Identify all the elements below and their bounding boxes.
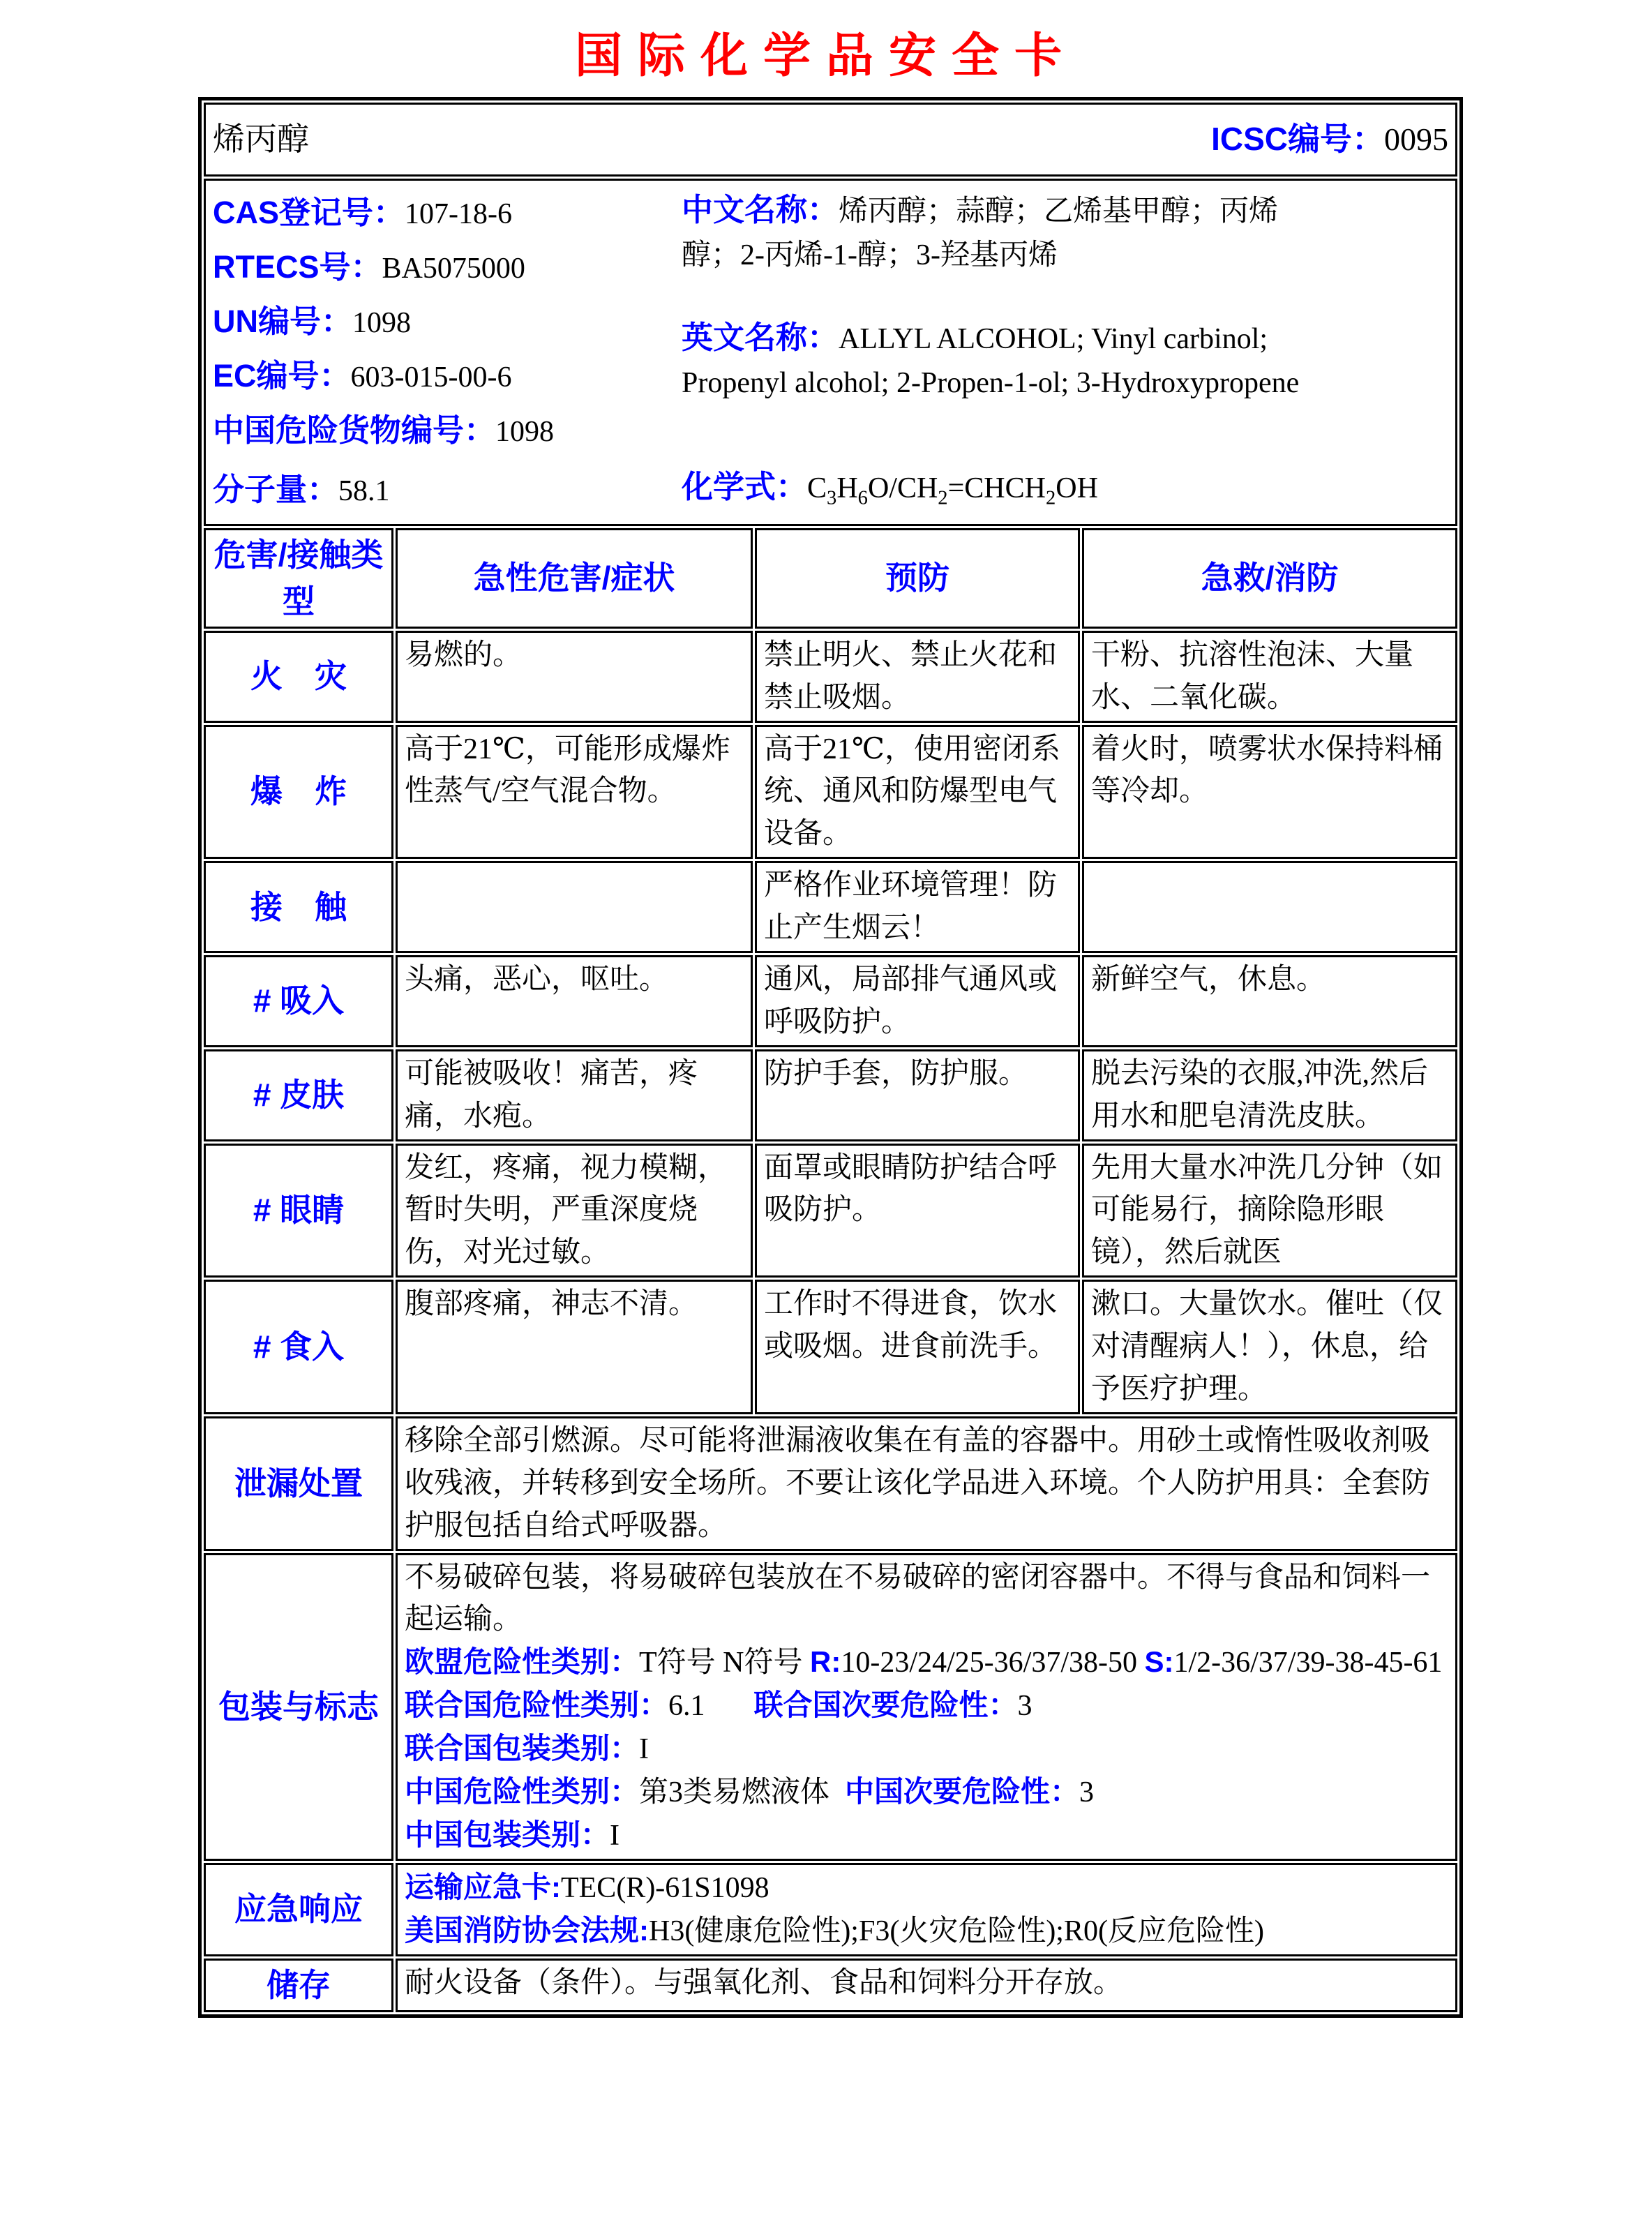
symptoms-cell: 可能被吸收！痛苦，疼痛，水疱。 <box>396 1049 753 1141</box>
symptoms-cell: 头痛，恶心，呕吐。 <box>396 955 753 1047</box>
packaging-line-eu: 欧盟危险性类别：T符号 N符号 R:10-23/24/25-36/37/38-50 S:1/2-36/37/39-38-45-61 <box>405 1645 1443 1679</box>
chinese-names <box>682 186 1334 278</box>
en-name-label: 英文名称： <box>682 320 839 355</box>
packaging-line-un-packing: 联合国包装类别：I <box>405 1732 649 1766</box>
hazard-row-inhalation <box>204 955 1457 1047</box>
icsc-number-group <box>1211 116 1448 163</box>
firstaid-cell: 脱去污染的衣服,冲洗,然后用水和肥皂清洗皮肤。 <box>1082 1049 1457 1141</box>
molecular-weight: 分子量：58.1 <box>213 472 390 508</box>
emergency-row <box>204 1863 1457 1956</box>
symptoms-header: 急性危害/症状 <box>396 528 753 629</box>
packaging-line-general: 不易破碎包装，将易破碎包装放在不易破碎的密闭容器中。不得与食品和饲料一起运输。 <box>405 1561 1431 1636</box>
icsc-label: ICSC编号： <box>1211 121 1385 158</box>
registry-numbers <box>213 186 554 458</box>
english-names <box>682 314 1334 405</box>
packaging-line-un-class: 联合国危险性类别：6.1 联合国次要危险性：3 <box>405 1688 1032 1723</box>
prevention-cell: 严格作业环境管理！防止产生烟云！ <box>755 861 1080 953</box>
substance-name: 烯丙醇 <box>213 121 309 157</box>
emergency-content <box>396 1863 1457 1956</box>
symptoms-cell: 腹部疼痛，神志不清。 <box>396 1280 753 1414</box>
spillage-label: 泄漏处置 <box>204 1416 393 1551</box>
card-header-row <box>204 103 1457 177</box>
firstaid-header: 急救/消防 <box>1082 528 1457 629</box>
hazard-row-fire <box>204 631 1457 723</box>
page-title: 国际化学品安全卡 <box>574 29 1077 82</box>
hazard-row-skin <box>204 1049 1457 1141</box>
packaging-content <box>396 1553 1457 1861</box>
hazard-label-eyes: # 眼睛 <box>204 1144 393 1278</box>
hazard-row-exposure <box>204 861 1457 953</box>
storage-label: 储存 <box>204 1959 393 2012</box>
prevention-cell: 防护手套，防护服。 <box>755 1049 1080 1141</box>
card-header-cell <box>204 103 1457 177</box>
hazard-label-exposure: 接 触 <box>204 861 393 953</box>
en-name-value: ALLYL ALCOHOL; Vinyl carbinol; Propenyl alcohol; 2-Propen-1-ol; 3-Hydroxypropene <box>682 323 1300 399</box>
storage-row <box>204 1959 1457 2012</box>
hazard-label-inhalation: # 吸入 <box>204 955 393 1047</box>
packaging-line-cn-packing: 中国包装类别：I <box>405 1818 620 1852</box>
cn-name-value: 烯丙醇；蒜醇；乙烯基甲醇；丙烯醇；2-丙烯-1-醇；3-羟基丙烯 <box>682 195 1279 271</box>
cn-name-label: 中文名称： <box>682 192 839 227</box>
nfpa-code: 美国消防协会法规:H3(健康危险性);F3(火灾危险性);R0(反应危险性) <box>405 1913 1264 1947</box>
symptoms-cell: 高于21℃，可能形成爆炸性蒸气/空气混合物。 <box>396 725 753 860</box>
hazard-label-skin: # 皮肤 <box>204 1049 393 1141</box>
firstaid-cell: 着火时，喷雾状水保持料桶等冷却。 <box>1082 725 1457 860</box>
spillage-row <box>204 1416 1457 1551</box>
symptoms-cell <box>396 861 753 953</box>
hazard-type-header: 危害/接触类型 <box>204 528 393 629</box>
firstaid-cell: 漱口。大量饮水。催吐（仅对清醒病人！），休息，给予医疗护理。 <box>1082 1280 1457 1414</box>
hazard-header-row <box>204 528 1457 629</box>
packaging-line-cn-class: 中国危险性类别：第3类易燃液体 中国次要危险性：3 <box>405 1775 1095 1809</box>
names-block <box>682 186 1334 405</box>
hazard-label-explosion: 爆 炸 <box>204 725 393 860</box>
hazard-row-explosion <box>204 725 1457 860</box>
spillage-text: 移除全部引燃源。尽可能将泄漏液收集在有盖的容器中。用砂土或惰性吸收剂吸收残液，并转移到安全场所。不要让该化学品进入环境。个人防护用具：全套防护服包括自给式呼吸器。 <box>396 1416 1457 1551</box>
transport-emergency-card: 运输应急卡:TEC(R)-61S1098 <box>405 1870 769 1904</box>
hazard-row-ingestion <box>204 1280 1457 1414</box>
registry-item-un: UN编号：1098 <box>213 304 411 339</box>
packaging-row <box>204 1553 1457 1861</box>
chemical-formula: 化学式：$C_3H_6O/CH_2=CHCH_2OH$ <box>682 469 1098 509</box>
prevention-cell: 通风，局部排气通风或呼吸防护。 <box>755 955 1080 1047</box>
registry-item-ec: EC编号：603-015-00-6 <box>213 358 512 394</box>
registry-item-cas: CAS登记号：107-18-6 <box>213 195 512 230</box>
firstaid-cell: 先用大量水冲洗几分钟（如可能易行，摘除隐形眼镜），然后就医 <box>1082 1144 1457 1278</box>
prevention-cell: 禁止明火、禁止火花和禁止吸烟。 <box>755 631 1080 723</box>
hazard-row-eyes <box>204 1144 1457 1278</box>
prevention-cell: 高于21℃，使用密闭系统、通风和防爆型电气设备。 <box>755 725 1080 860</box>
firstaid-cell: 新鲜空气，休息。 <box>1082 955 1457 1047</box>
firstaid-cell: 干粉、抗溶性泡沫、大量水、二氧化碳。 <box>1082 631 1457 723</box>
registry-item-china-dg: 中国危险货物编号：1098 <box>213 412 555 448</box>
hazard-label-ingestion: # 食入 <box>204 1280 393 1414</box>
prevention-cell: 工作时不得进食，饮水或吸烟。进食前洗手。 <box>755 1280 1080 1414</box>
prevention-header: 预防 <box>755 528 1080 629</box>
identification-row <box>204 179 1457 526</box>
symptoms-cell: 发红，疼痛，视力模糊，暂时失明，严重深度烧伤，对光过敏。 <box>396 1144 753 1278</box>
hazard-label-fire: 火 灾 <box>204 631 393 723</box>
symptoms-cell: 易燃的。 <box>396 631 753 723</box>
packaging-label: 包装与标志 <box>204 1553 393 1861</box>
prevention-cell: 面罩或眼睛防护结合呼吸防护。 <box>755 1144 1080 1278</box>
identification-cell <box>204 179 1457 526</box>
icsc-number: 0095 <box>1384 121 1449 158</box>
registry-item-rtecs: RTECS号：BA5075000 <box>213 249 525 285</box>
emergency-label: 应急响应 <box>204 1863 393 1956</box>
safety-card-table <box>198 97 1463 2018</box>
firstaid-cell <box>1082 861 1457 953</box>
storage-text: 耐火设备（条件）。与强氧化剂、食品和饲料分开存放。 <box>396 1959 1457 2012</box>
